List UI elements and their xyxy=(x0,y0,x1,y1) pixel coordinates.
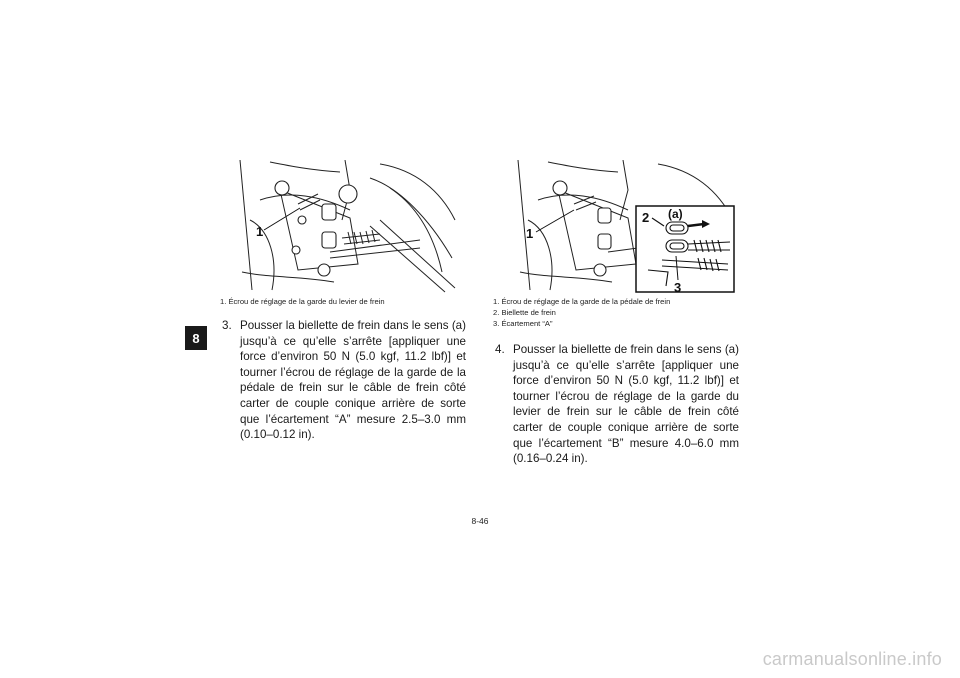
figure-right-caption xyxy=(493,296,670,329)
figure-left-caption xyxy=(220,296,385,307)
step-text: Pousser la biellette de frein dans le sens (a) jusqu’à ce qu’elle s’arrête [appliquer une force d’environ 50 N (5.0 kgf, 11.2 lbf)] et tourner l’écrou de réglage de la garde du levier de frein sur le câble de frein côté carter de couple conique arrière de sorte que l’écartement “B” mesure 4.0–6.0 mm (0.16–0.24 in). xyxy=(513,343,739,466)
step-text: Pousser la biellette de frein dans le sens (a) jusqu’à ce qu’elle s’arrête [appliquer une force d’environ 50 N (5.0 kgf, 11.2 lbf)] et tourner l’écrou de réglage de la garde de la pédale de frein sur le câble de frein côté carter de couple conique arrière de sorte que l’écartement “A” mesure 2.5–3.0 mm (0.10–0.12 in). xyxy=(240,319,466,442)
instruction-step-4 xyxy=(495,342,739,467)
caption-item: 3. Écartement “A” xyxy=(493,319,553,328)
step-number: 3. xyxy=(222,319,232,332)
page-number: 8-46 xyxy=(471,516,489,526)
brake-mechanism-drawing-right xyxy=(508,160,736,296)
figure-left-label-1: 1 xyxy=(256,224,264,239)
caption-item: 2. Biellette de frein xyxy=(493,308,556,317)
figure-right-label-2: 2 xyxy=(642,210,650,225)
instruction-step-3 xyxy=(222,318,466,443)
figure-right-label-3: 3 xyxy=(674,280,682,295)
caption-item: 1. Écrou de réglage de la garde de la pédale de frein xyxy=(493,297,671,306)
figure-right-illustration xyxy=(508,160,736,296)
figure-right-label-1: 1 xyxy=(526,226,534,241)
chapter-number: 8 xyxy=(192,330,200,346)
figure-left-illustration xyxy=(230,160,458,296)
brake-mechanism-drawing-left xyxy=(230,160,458,296)
watermark: carmanualsonline.info xyxy=(762,649,942,669)
caption-item: 1. Écrou de réglage de la garde du levier de frein xyxy=(220,297,385,306)
figure-right-label-a: (a) xyxy=(668,207,683,221)
step-number: 4. xyxy=(495,343,505,356)
chapter-tab xyxy=(185,326,207,350)
